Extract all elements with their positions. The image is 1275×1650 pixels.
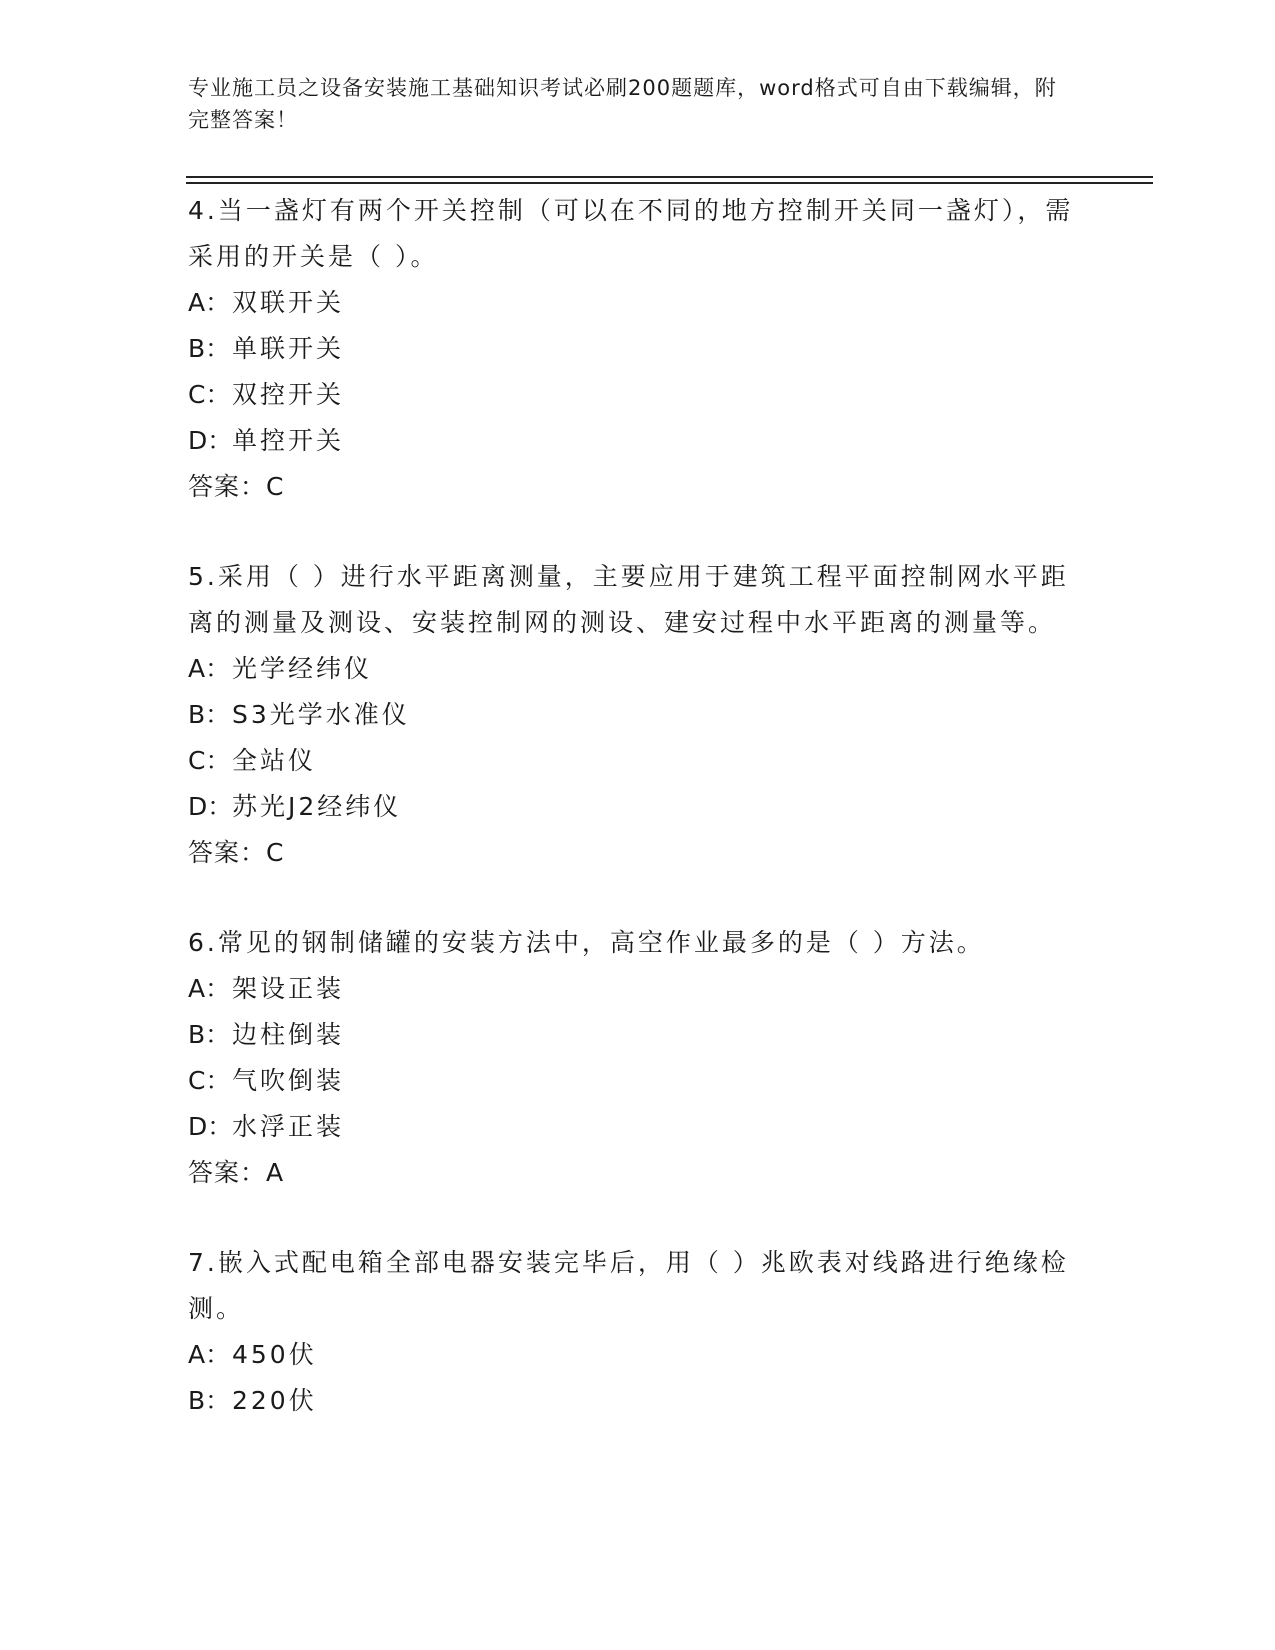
option-text: 气吹倒装: [232, 1066, 345, 1095]
option-text: 450伏: [232, 1340, 317, 1369]
document-header: 专业施工员之设备安装施工基础知识考试必刷200题题库，word格式可自由下载编辑，附完整答案！: [188, 76, 1057, 132]
option-a: [188, 966, 1088, 1012]
question-4: [188, 188, 1088, 510]
answer-line: 答案：A: [188, 1158, 285, 1187]
question-6: [188, 920, 1088, 1196]
question-list: [188, 188, 1088, 1424]
option-text: S3光学水准仪: [232, 700, 410, 729]
option-text: 光学经纬仪: [232, 654, 373, 683]
option-key: B：: [188, 334, 231, 363]
option-b: [188, 1012, 1088, 1058]
option-text: 单联开关: [232, 334, 345, 363]
option-key: A：: [188, 288, 231, 317]
option-text: 边柱倒装: [232, 1020, 345, 1049]
header-divider: [186, 176, 1153, 178]
question-stem: 4.当一盏灯有两个开关控制（可以在不同的地方控制开关同一盏灯），需采用的开关是（ ）。: [188, 196, 1074, 271]
option-c: [188, 1058, 1088, 1104]
option-d: [188, 418, 1088, 464]
option-key: D：: [188, 792, 233, 821]
option-b: [188, 1378, 1088, 1424]
option-key: D：: [188, 426, 233, 455]
question-stem: 6.常见的钢制储罐的安装方法中，高空作业最多的是（ ）方法。: [188, 928, 985, 957]
option-text: 水浮正装: [232, 1112, 345, 1141]
question-7: [188, 1240, 1088, 1424]
option-c: [188, 738, 1088, 784]
question-5: [188, 554, 1088, 876]
option-a: [188, 1332, 1088, 1378]
option-key: C：: [188, 746, 231, 775]
option-key: A：: [188, 974, 231, 1003]
option-key: D：: [188, 1112, 233, 1141]
option-text: 单控开关: [232, 426, 345, 455]
answer-line: 答案：C: [188, 472, 285, 501]
option-key: A：: [188, 654, 231, 683]
answer-line: 答案：C: [188, 838, 285, 867]
spacer: [188, 1196, 1088, 1240]
option-key: C：: [188, 380, 231, 409]
option-text: 全站仪: [232, 746, 317, 775]
option-a: [188, 646, 1088, 692]
option-text: 双控开关: [232, 380, 345, 409]
option-key: A：: [188, 1340, 231, 1369]
option-text: 架设正装: [232, 974, 345, 1003]
option-d: [188, 784, 1088, 830]
option-a: [188, 280, 1088, 326]
option-b: [188, 692, 1088, 738]
question-stem: 5.采用（ ）进行水平距离测量，主要应用于建筑工程平面控制网水平距离的测量及测设、安装控制网的测设、建安过程中水平距离的测量等。: [188, 562, 1069, 637]
spacer: [188, 510, 1088, 554]
option-key: B：: [188, 1386, 231, 1415]
option-text: 220伏: [232, 1386, 317, 1415]
header-divider-second: [186, 182, 1153, 184]
option-text: 双联开关: [232, 288, 345, 317]
option-key: B：: [188, 700, 231, 729]
spacer: [188, 876, 1088, 920]
option-key: C：: [188, 1066, 231, 1095]
option-b: [188, 326, 1088, 372]
option-d: [188, 1104, 1088, 1150]
option-key: B：: [188, 1020, 231, 1049]
question-stem: 7.嵌入式配电箱全部电器安装完毕后，用（ ）兆欧表对线路进行绝缘检测。: [188, 1248, 1069, 1323]
option-c: [188, 372, 1088, 418]
option-text: 苏光J2经纬仪: [232, 792, 402, 821]
